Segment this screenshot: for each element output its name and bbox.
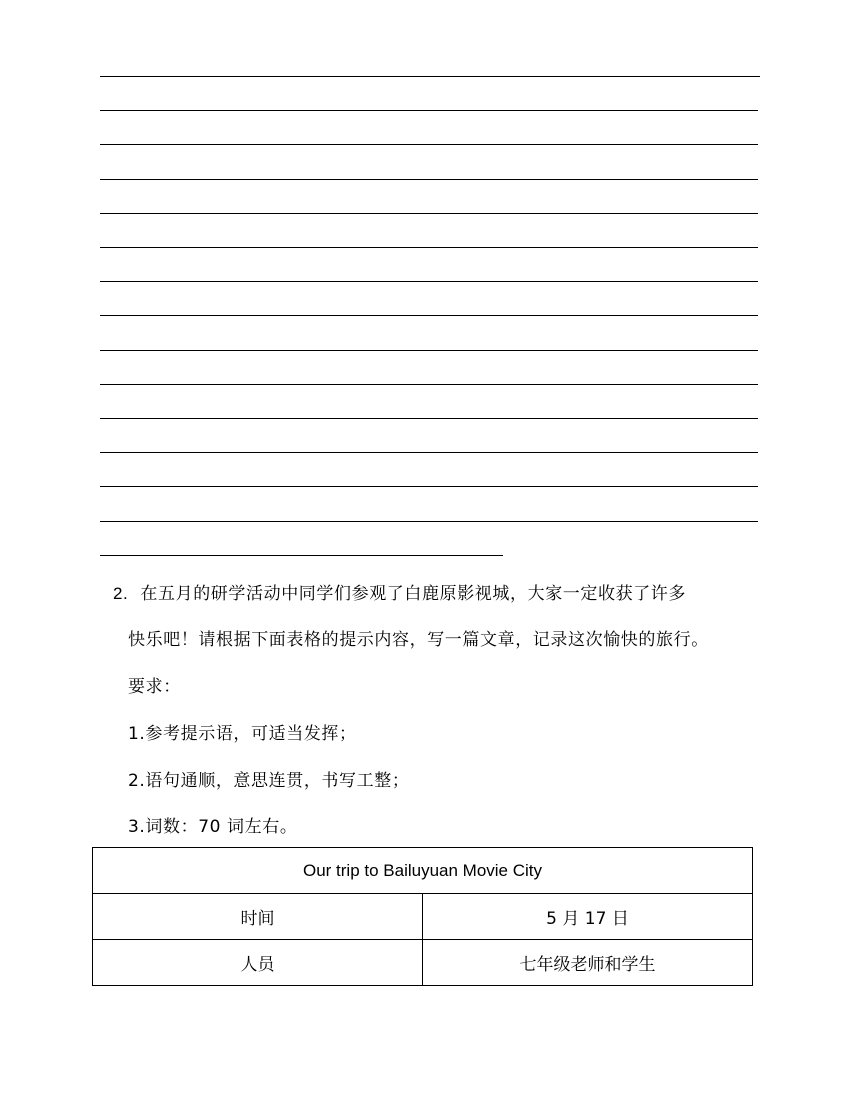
table-cell-value: 5 月 17 日 xyxy=(423,894,753,940)
answer-line xyxy=(100,281,758,282)
requirement-3: 3.词数：70 词左右。 xyxy=(128,817,298,837)
table-row xyxy=(93,940,753,986)
answer-line xyxy=(100,179,758,180)
answer-line-short xyxy=(100,555,503,556)
question-2-line-2: 快乐吧！请根据下面表格的提示内容，写一篇文章，记录这次愉快的旅行。 xyxy=(128,630,709,650)
answer-line xyxy=(100,350,758,351)
answer-line xyxy=(100,315,758,316)
answer-line xyxy=(100,213,758,214)
answer-line xyxy=(100,76,760,77)
table-cell-label: 人员 xyxy=(93,940,423,986)
table-cell-value: 七年级老师和学生 xyxy=(423,940,753,986)
requirement-1: 1.参考提示语，可适当发挥； xyxy=(128,724,357,744)
question-2-line-1 xyxy=(113,582,686,606)
answer-line xyxy=(100,418,758,419)
question-text-1: 在五月的研学活动中同学们参观了白鹿原影视城，大家一定收获了许多 xyxy=(140,584,687,604)
requirements-heading: 要求： xyxy=(128,677,181,697)
requirement-2: 2.语句通顺，意思连贯，书写工整； xyxy=(128,771,410,791)
answer-line xyxy=(100,144,758,145)
answer-line xyxy=(100,110,758,111)
table-cell-label: 时间 xyxy=(93,894,423,940)
answer-line xyxy=(100,486,758,487)
answer-line xyxy=(100,452,758,453)
answer-line xyxy=(100,384,758,385)
answer-line xyxy=(100,521,758,522)
question-number: 2. xyxy=(113,584,129,603)
table-title: Our trip to Bailuyuan Movie City xyxy=(93,848,753,894)
answer-line xyxy=(100,247,758,248)
table-title-row xyxy=(93,848,753,894)
trip-hint-table xyxy=(92,847,753,986)
table-row xyxy=(93,894,753,940)
